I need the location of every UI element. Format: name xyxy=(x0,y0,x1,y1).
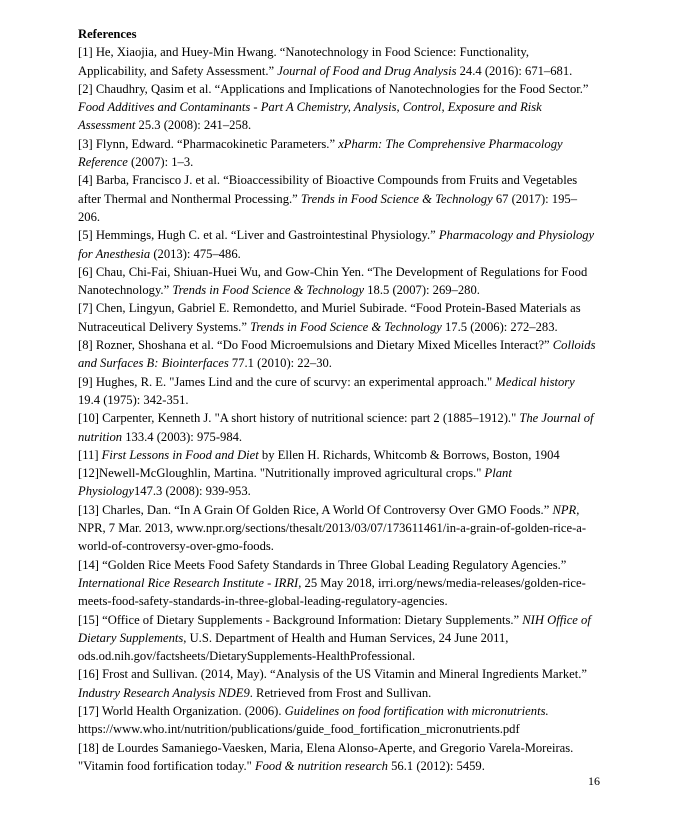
reference-source-title: xPharm: The Comprehensive Pharmacology Reference xyxy=(78,136,563,170)
reference-item xyxy=(78,336,598,373)
reference-source-title: Trends in Food Science & Technology xyxy=(172,283,365,298)
reference-item xyxy=(78,665,598,702)
reference-item xyxy=(78,373,598,410)
reference-text: [9] Hughes, R. E. "James Lind and the cure of scurvy: an experimental approach." xyxy=(78,374,496,389)
reference-item xyxy=(78,171,598,226)
reference-item xyxy=(78,263,598,300)
reference-source-title: Colloids and Surfaces B: Biointerfaces xyxy=(78,338,596,371)
reference-source-title: Journal of Food and Drug Analysis xyxy=(277,63,457,78)
reference-item xyxy=(78,226,598,263)
reference-item xyxy=(78,501,598,556)
reference-text: 25.3 (2008): 241–258. xyxy=(135,118,252,133)
reference-item xyxy=(78,611,598,666)
reference-text: [16] Frost and Sullivan. (2014, May). “Analysis of the US Vitamin and Mineral Ingredients Market.” xyxy=(78,667,587,682)
reference-text: 77.1 (2010): 22–30. xyxy=(228,356,332,371)
reference-item xyxy=(78,556,598,611)
reference-list xyxy=(78,43,598,775)
reference-item xyxy=(78,739,598,776)
reference-text: [3] Flynn, Edward. “Pharmacokinetic Parameters.” xyxy=(78,136,339,151)
reference-source-title: NIH Office of Dietary Supplements xyxy=(78,612,591,645)
reference-text: [18] de Lourdes Samaniego-Vaesken, Maria, Elena Alonso-Aperte, and Gregorio Varela-Moreiras. "Vitamin food fortification today." xyxy=(78,740,574,773)
reference-text: 147.3 (2008): 939-953. xyxy=(133,484,251,499)
reference-text: [12]Newell-McGloughlin, Martina. "Nutritionally improved agricultural crops." xyxy=(78,466,485,481)
reference-text: , NPR, 7 Mar. 2013, www.npr.org/sections/thesalt/2013/03/07/173611461/in-a-grain-of-golden-rice-a-world-of-controversy-over-gmo-foods. xyxy=(78,502,587,554)
reference-text: by Ellen H. Richards, Whitcomb & Borrows, Boston, 1904 xyxy=(258,447,560,462)
reference-source-title: Pharmacology and Physiology for Anesthesia xyxy=(78,228,595,261)
reference-source-title: International Rice Research Institute - IRRI xyxy=(78,575,299,590)
reference-source-title: Trends in Food Science & Technology xyxy=(300,191,493,206)
reference-text: [6] Chau, Chi-Fai, Shiuan-Huei Wu, and Gow-Chin Yen. “The Development of Regulations for Food Nanotechnology.” xyxy=(78,264,588,298)
reference-item xyxy=(78,299,598,336)
reference-text: 56.1 (2012): 5459. xyxy=(387,758,485,773)
reference-text: 18.5 (2007): 269–280. xyxy=(364,283,480,298)
reference-source-title: Food & nutrition research xyxy=(254,758,388,773)
reference-text: [5] Hemmings, Hugh C. et al. “Liver and Gastrointestinal Physiology.” xyxy=(78,228,439,243)
reference-source-title: Trends in Food Science & Technology xyxy=(250,319,442,334)
reference-text: [13] Charles, Dan. “In A Grain Of Golden Rice, A World Of Controversy Over GMO Foods.” xyxy=(78,502,553,517)
reference-source-title: First Lessons in Food and Diet xyxy=(101,447,259,462)
reference-item xyxy=(78,135,598,172)
reference-text: 17.5 (2006): 272–283. xyxy=(441,319,558,334)
reference-text: [1] He, Xiaojia, and Huey-Min Hwang. “Nanotechnology in Food Science: Functionality, Applicability, and Safety Assessment.” xyxy=(78,45,530,78)
reference-text: [7] Chen, Lingyun, Gabriel E. Remondetto, and Muriel Subirade. “Food Protein-Based Materials as Nutraceutical Delivery Systems.” xyxy=(78,301,581,334)
reference-item xyxy=(78,43,598,80)
reference-text: [8] Rozner, Shoshana et al. “Do Food Microemulsions and Dietary Mixed Micelles Interact?” xyxy=(78,338,553,353)
reference-item xyxy=(78,464,598,501)
reference-source-title: Medical history xyxy=(495,374,575,389)
reference-text: (2007): 1–3. xyxy=(127,155,194,170)
reference-item xyxy=(78,446,598,464)
reference-text: 67 (2017): 195–206. xyxy=(78,191,577,224)
reference-source-title: NPR xyxy=(552,502,577,517)
reference-text: [14] “Golden Rice Meets Food Safety Standards in Three Global Leading Regulatory Agencies.” xyxy=(78,557,567,572)
reference-text: [11] xyxy=(78,447,102,462)
reference-text: , U.S. Department of Health and Human Services, 24 June 2011, ods.od.nih.gov/factsheets/DietarySupplements-HealthProfessional. xyxy=(78,630,509,664)
reference-source-title: Industry Research Analysis NDE9 xyxy=(78,685,250,700)
reference-text: [15] “Office of Dietary Supplements - Background Information: Dietary Supplements.” xyxy=(78,612,523,627)
reference-text: [17] World Health Organization. (2006). xyxy=(78,703,285,718)
reference-text: , 25 May 2018, irri.org/news/media-releases/golden-rice-meets-food-safety-standards-in-three-global-leading-regulatory-agencies. xyxy=(78,575,586,609)
references-section xyxy=(78,25,598,775)
reference-text: 24.4 (2016): 671–681. xyxy=(456,63,573,78)
reference-source-title: Guidelines on food fortification with micronutrients. xyxy=(284,703,549,718)
references-heading: References xyxy=(78,27,137,41)
reference-item xyxy=(78,409,598,446)
reference-text: 133.4 (2003): 975-984. xyxy=(122,429,243,444)
reference-item xyxy=(78,80,598,135)
reference-item xyxy=(78,702,598,739)
reference-text: https://www.who.int/nutrition/publications/guide_food_fortification_micronutrients.pdf xyxy=(78,722,520,737)
reference-source-title: The Journal of nutrition xyxy=(78,411,594,444)
page-number: 16 xyxy=(588,774,600,788)
reference-source-title: Plant Physiology xyxy=(78,466,512,499)
reference-text: [10] Carpenter, Kenneth J. "A short history of nutritional science: part 2 (1885–1912)." xyxy=(78,411,520,426)
reference-source-title: Food Additives and Contaminants - Part A Chemistry, Analysis, Control, Exposure and Risk Assessment xyxy=(78,100,542,133)
reference-text: [2] Chaudhry, Qasim et al. “Applications and Implications of Nanotechnologies for the Food Sector.” xyxy=(78,81,589,96)
reference-text: 19.4 (1975): 342-351. xyxy=(78,392,189,407)
reference-text: . Retrieved from Frost and Sullivan. xyxy=(249,685,432,700)
reference-text: (2013): 475–486. xyxy=(150,246,241,261)
reference-text: [4] Barba, Francisco J. et al. “Bioaccessibility of Bioactive Compounds from Fruits and Vegetables after Thermal and Nonthermal Processing.” xyxy=(78,173,578,206)
